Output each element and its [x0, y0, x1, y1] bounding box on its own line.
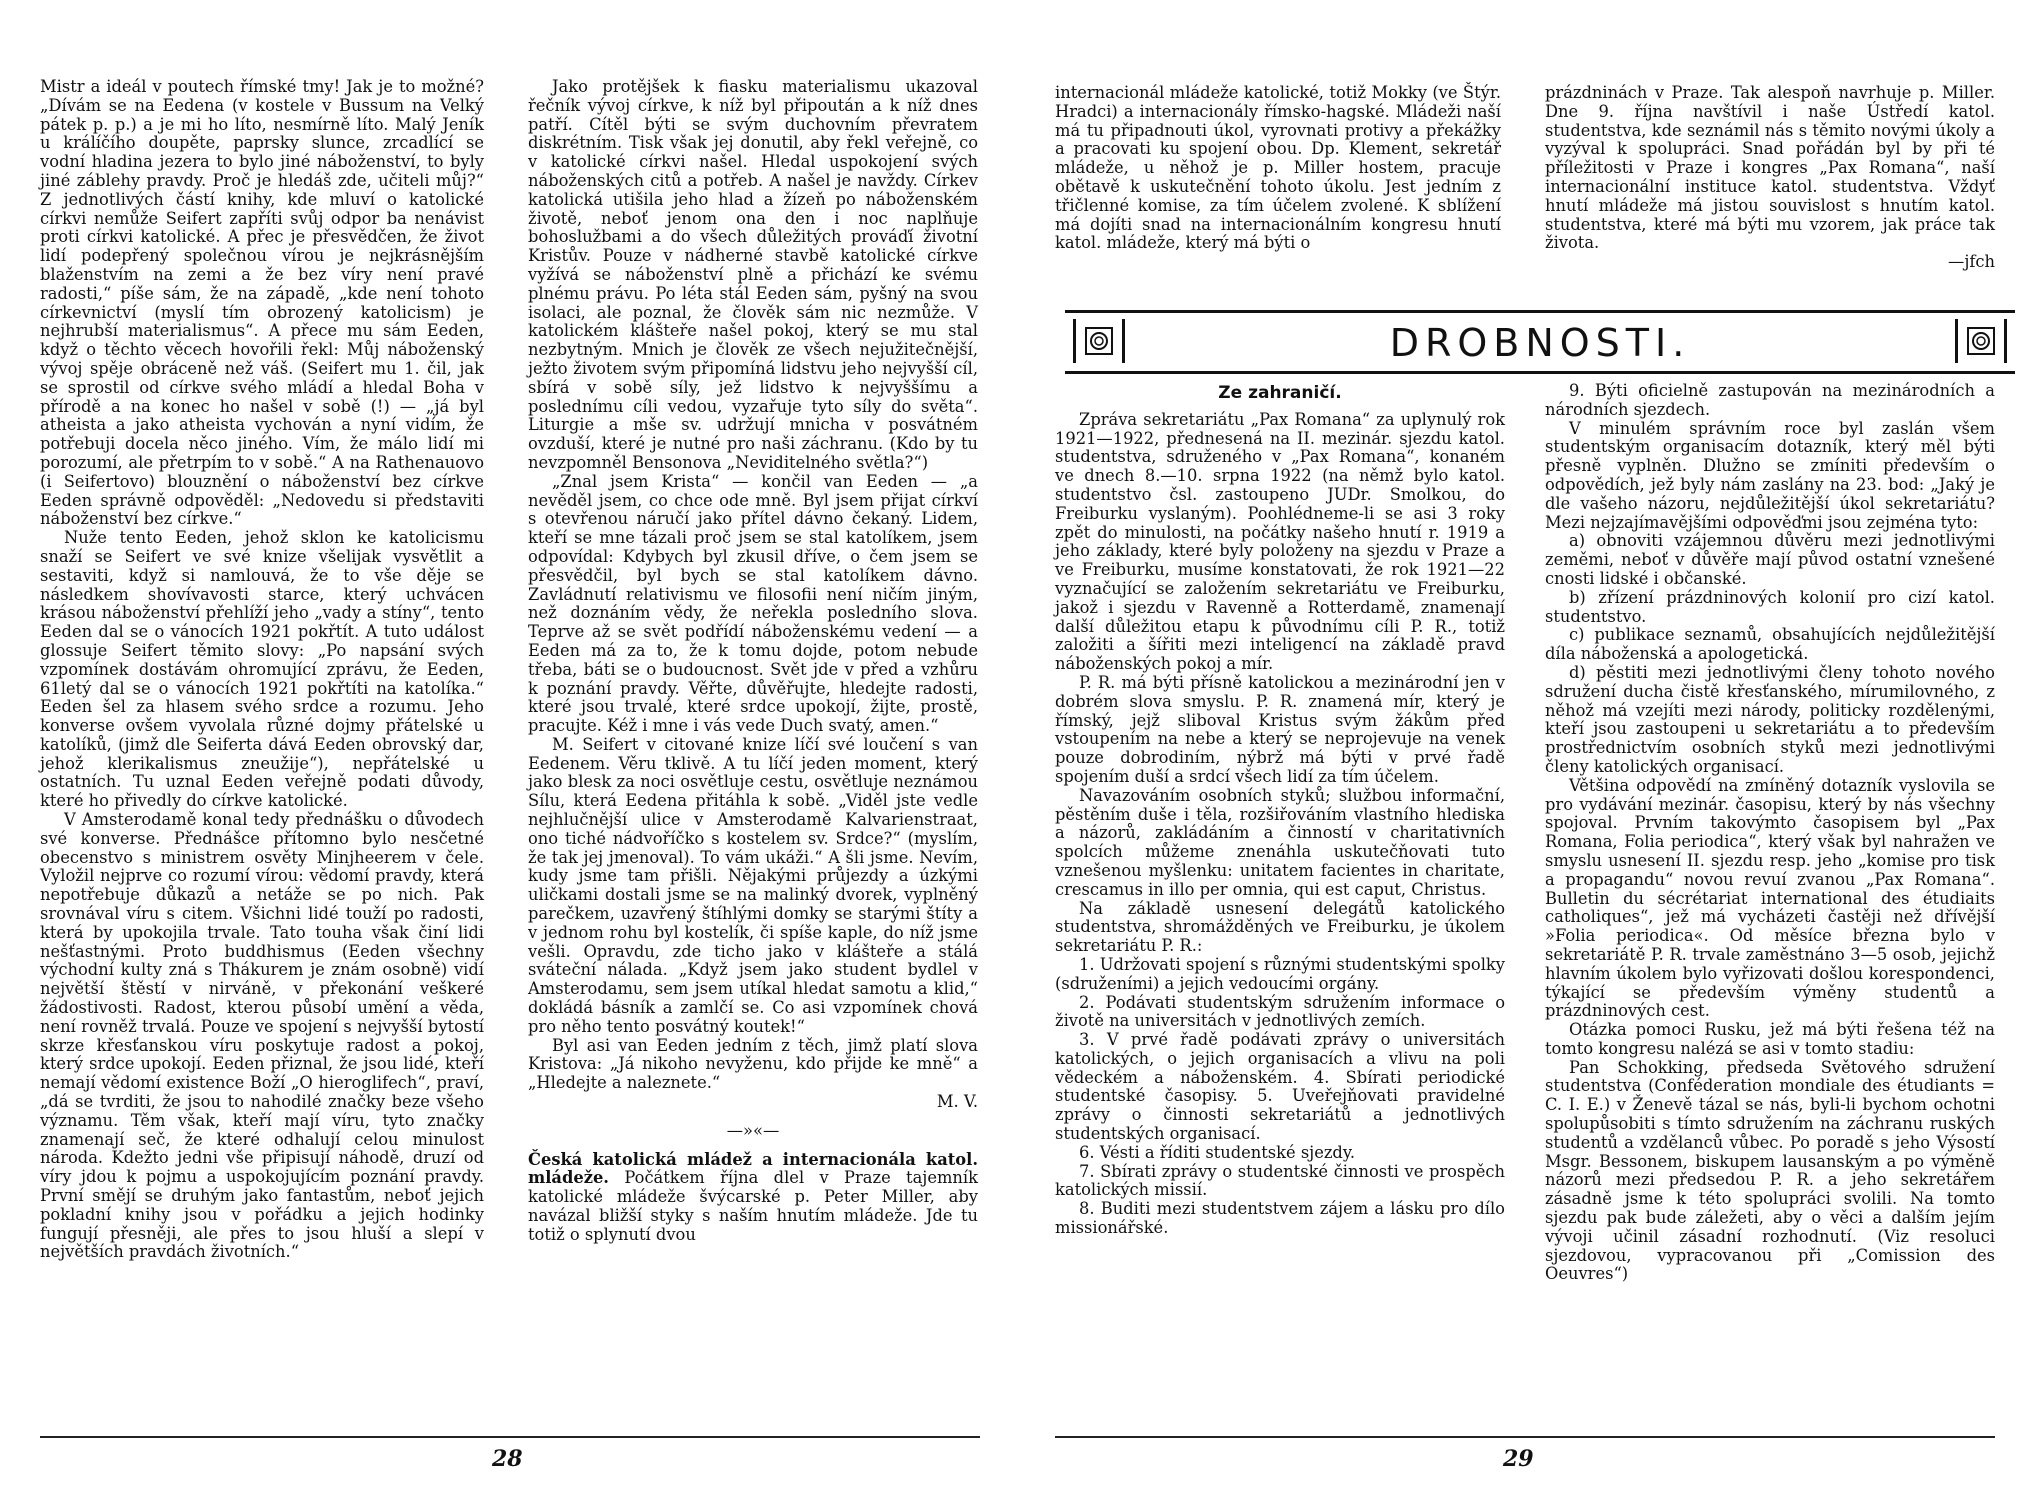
- list-item: c) publikace seznamů, obsahujících nejdůležitější díla náboženská a apologetická.: [1545, 625, 1995, 664]
- page-right: [1055, 0, 2015, 1500]
- paragraph: Většina odpovědí na zmíněný dotazník vyslovila se pro vydávání mezinár. časopisu, který by nás všechny spojoval. Prvním takovýmto časopisem byl „Pax Romana, Folia periodica“, který však byl nahražen ve smyslu usnesení II. sjezdu resp. jeho „komise pro tisk a propagandu“ novou revuí zvanou „Pax Romana“. Bulletin du sécrétariat international des étudiaits catholiques“, jež má vycházeti častěji než dřívější »Folia periodica«. Od měsíce března bylo v sekretariátě P. R. trvale zaměstnáno 3—5 osob, jejichž hlavním úkolem bylo vyřizovati došlou korespondenci, týkající se především výměny studentů a prázdninových cest.: [1545, 775, 1995, 1021]
- author-signature: —jfch: [1948, 252, 1995, 272]
- page-number: 28: [492, 1446, 523, 1472]
- section-title: DROBNOSTI.: [1389, 321, 1691, 365]
- list-item: 3. V prvé řadě podávati zprávy o universitách katolických, o jejich organisacích a vlivu na poli vědeckém a náboženském. 4. Sbírati periodické studentské časopisy. 5. Uveřejňovati pravidelné zprávy o činnosti sekretariátů a jednotlivých studentských organisací.: [1055, 1030, 1505, 1144]
- paragraph: Otázka pomoci Rusku, jež má býti řešena též na tomto kongresu nalézá se asi v tomto stadiu:: [1545, 1020, 1995, 1058]
- paragraph: Na základě usnesení delegátů katolického studentstva, shromážděných ve Freiburku, je úkolem sekretariátu P. R.:: [1055, 898, 1505, 956]
- left-column-2: [528, 78, 978, 1245]
- list-item: 8. Buditi mezi studentstvem zájem a lásku pro dílo missionářské.: [1055, 1199, 1505, 1238]
- list-item: 9. Býti oficielně zastupován na mezinárodních a národních sjezdech.: [1545, 381, 1995, 419]
- author-signature: M. V.: [936, 1092, 978, 1112]
- list-item: b) zřízení prázdninových kolonií pro cizí katol. studentstvo.: [1545, 587, 1995, 626]
- paragraph: internacionál mládeže katolické, totiž Mokky (ve Štýr. Hradci) a internacionály římsko-hagské. Mládeži naší má tu připadnouti úkol, vyrovnati protivy a překážky a pracovati ku spojení obou. Dp. Klement, sekretář mládeže, u něhož je p. Miller hostem, pracuje obětavě k uskutečnění tohoto úkolu. Jest jedním z třičlenné komise, za tím účelem zvolené. K sblížení má dojíti snad na internacionálním kongresu hnutí katol. mládeže, který má býti o: [1055, 83, 1501, 253]
- article-text: Počátkem října dlel v Praze tajemník katolické mládeže švýcarské p. Peter Miller, aby navázal bližší styky s naším hnutím mládeže. Jde tu totiž o splynutí dvou: [528, 1168, 978, 1244]
- page-left: [40, 0, 1000, 1500]
- article-paragraph: [528, 1151, 978, 1245]
- chalice-emblem-icon: [1955, 319, 2007, 363]
- section-banner: [1065, 310, 2015, 374]
- paragraph: V Amsterodamě konal tedy přednášku o důvodech své konverse. Přednášce přítomno bylo nesčetné obecenstvo s ministrem osvěty Minjheerem v čele. Vyložil nejprve co rozumí vírou: vědomí pravdy, která nepotřebuje důkazů a netáže se po nich. Pak srovnával víru s citem. Všichni lidé touží po radosti, která by upokojila trvale. Tato touha však činí lidi nešťastnými. Proto buddhismus (Eeden všechny východní kulty zná s Thákurem je znám osobně) vidí největší štěstí v nirváně, v překonání veškeré žádostivosti. Radost, kterou působí umění a věda, není rovněž trvalá. Pouze ve spojení s nejvyšší bytostí skrze křesťanskou víru poskytuje radost a pokoj, který srdce upokojí. Eeden přiznal, že jsou lidé, kteří nemají vědomí existence Boží „O hieroglifech“, praví, „dá se tvrditi, že jsou to nahodilé značky beze všeho významu. Těm však, kteří mají víru, tyto značky znamenají seč, že které odhalují celou minulost národa. Kdežto jedni vše připisují náhodě, druzí od víry jdou k pojmu a uspokojujícím poznání pravdy. První smějí se druhým jako fantastům, neboť jejich pokladní knihy jsou v pořádku a jejich hodinky fungují přesněji, ale přes to jsou hluší a slepí v největších pravdách životních.“: [40, 810, 484, 1262]
- list-item: a) obnoviti vzájemnou důvěru mezi jednotlivými zeměmi, neboť v důvěře mají původ ostatní vznešené cnosti lidské i občanské.: [1545, 531, 1995, 588]
- list-item: 1. Udržovati spojení s různými studentskými spolky (sdruženími) a jejich vedoucími orgány.: [1055, 954, 1505, 993]
- paragraph: Zpráva sekretariátu „Pax Romana“ za uplynulý rok 1921—1922, přednesená na II. mezinár. sjezdu katol. studentstva, sdruženého v „Pax Romana“, konaném ve dnech 8.—10. srpna 1922 (na němž bylo katol. studentstvo čsl. zastoupeno JUDr. Smolkou, do Freiburku vyslaným). Poohlédneme-li se asi 3 roky zpět do minulosti, na počátky našeho hnutí r. 1919 a jeho základy, které byly položeny na sjezdu v Praze a ve Freiburku, musíme konstatovati, že rok 1921—22 vyznačující se založením sekretariátu ve Freiburku, jakož i sjezdu v Ravenně a Rotterdamě, znamenají další důležitou etapu k původnímu cíli P. R., totiž založiti a šířiti mezi inteligencí na základě pravd náboženských pokoj a mír.: [1055, 409, 1505, 674]
- paragraph: „Znal jsem Krista“ — končil van Eeden — „a nevěděl jsem, co chce ode mně. Byl jsem přijat církví s otevřenou náručí jako přítel dávno čekaný. Lidem, kteří se mne tázali proč jsem se stal katolíkem, jsem odpovídal: Kdybych byl zkusil dříve, o čem jsem se přesvědčil, byl bych se stal katolíkem dávno. Zavládnutí relativismu ve filosofii není ničím jiným, než doznáním vědy, že neřekla posledního slova. Teprve až se svět podřídí náboženskému vedení — a Eeden má za to, že k tomu dojde, potom nebude třeba, báti se o budoucnost. Svět jde v před a vzhůru k poznání pravdy. Věřte, důvěřujte, hledejte radosti, které jsou trvalé, které srdce upokojí, žijte, prostě, pracujte. Kéž i mne i vás vede Duch svatý, amen.“: [528, 471, 978, 736]
- paragraph: M. Seifert v citované knize líčí své loučení s van Eedenem. Věru tklivě. A tu líčí jeden moment, který jako blesk za noci osvětluje cestu, osvětluje neznámou Sílu, která Eedena přitáhla k sobě. „Viděl jste vedle nejhlučnější ulice v Amsterodamě Kalvarienstraat, ono tiché nádvoříčko s kostelem sv. Srdce?“ (myslím, že tak jej jmenoval). To vám ukáži.“ A šli jsme. Nevím, kudy jsme tam přišli. Nějakými průjezdy a úzkými uličkami dostali jsme se na malinký dvorek, vyplněný parečkem, uzavřený štíhlými domky se starými štíty a v jednom rohu byl kostelík, či spíše kaple, do níž jsme vešli. Opravdu, zde ticho jako v klášteře a stálá sváteční nálada. „Když jsem jako student bydlel v Amsterodamu, sem jsem utíkal hledat samotu a klid,“ dokládá básník a zamlčí se. Co asi vzpomínek chová pro něho tento posvátný koutek!“: [528, 734, 978, 1036]
- paragraph: Nuže tento Eeden, jehož sklon ke katolicismu snaží se Seifert ve své knize všelijak vysvětlit a sestaviti, když si namlouvá, že to vše děje se následkem shovívavosti starce, který uchvácen krásou náboženství přehlíží jeho „vady a stíny“, tento Eeden dal se o vánocích 1921 pokřtít. A tuto událost glossuje Seifert těmito slovy: „Po napsání svých vzpomínek dostávám ohromující zprávu, že Eeden, 61letý dal se o vánocích 1921 pokřtíti na katolíka.“ Eeden šel za hlasem svého srdce a rozumu. Jeho konverse ovšem vyvolala různé dojmy přátelské u katolíků, (jimž dle Seiferta dává Eeden obrovský dar, jehož klerikalismus zneužije“), nepřátelské u ostatních. Tu uznal Eeden veřejně podati důvody, které ho přivedly do církve katolické.: [40, 528, 484, 811]
- right-column-1: [1055, 84, 1501, 253]
- footer-rule: [40, 1436, 980, 1438]
- left-column-1: [40, 78, 484, 1262]
- footer-rule: [1055, 1436, 1995, 1438]
- list-item: d) pěstiti mezi jednotlivými členy tohoto nového sdružení ducha čistě křesťanského, mírumilovného, z něhož má vzejíti mezi národy, politicky rozdělenými, kteří jsou zastoupeni u sekretariátu a to především prostřednictvím osobních styků mezi jednotlivými členy katolických organisací.: [1545, 662, 1995, 776]
- right-column-2: [1545, 84, 1995, 272]
- section-separator: —»«—: [726, 1120, 780, 1140]
- subsection-heading: Ze zahraničí.: [1218, 383, 1342, 403]
- paragraph: Jako protějšek k fiasku materialismu ukazoval řečník vývoj církve, k níž byl připoután a k níž dnes patří. Cítěl býti se svým duchovním převratem diskrétním. Tisk však jej donutil, aby řekl veřejně, co v katolické církvi našel. Hledal uspokojení svých náboženských citů a potřeb. A našel je navždy. Církev katolická utišila jeho hlad a žízeň po náboženském životě, neboť jenom ona den i noc naplňuje bohoslužbami a do všech důležitých prováďí životní Kristův. Pouze v nádherné stavbě katolické církve vyžívá se náboženství plně a přichází ke svému plnému právu. Po léta stál Eeden sám, pyšný na svou isolaci, ale poznal, že člověk sám nic nezmůže. V katolickém klášteře našel pokoj, který se mu stal nezbytným. Mnich je člověk ze všech nejužitečnější, ježto životem svým připomíná lidstvu jeho nejvyšší cíl, sbírá v sobě síly, jež lidstvo k nejvyššímu a poslednímu cíli vedou, vyzařuje tyto síly do světa“. Liturgie a mše sv. udržují mnicha v posvátném ovzduší, které je nutné pro naši záchranu. (Kdo by tu nevzpomněl Bensonova „Neviditelného světla?“): [528, 77, 978, 472]
- paragraph: Pan Schokking, předseda Světového sdružení studentstva (Conféderation mondiale des étudiants = C. I. E.) v Ženevě tázal se nás, byli-li bychom ochotni spolupůsobiti s tímto sdružením na záchranu ruských studentů a vzdělanců vůbec. Po poradě s jeho Výsostí Msgr. Bessonem, biskupem lausanským a po výměně názorů mezi předsedou P. R. a jeho sekretářem zásadně jsme k této spolupráci svolili. Na tomto sjezdu pak bude záležeti, aby o věci a dalším jejím vývoji učinil zásadní rozhodnutí. (Viz resoluci sjezdovou, vypracovanou při „Comission des Oeuvres“): [1545, 1057, 1995, 1284]
- paragraph: V minulém správním roce byl zaslán všem studentským organisacím dotazník, který měl býti přesně vyplněn. Dlužno se zmíniti především o odpovědích, jež byly nám zaslány na 23. bod: „Jaký je dle vašeho názoru, nejdůležitější úkol sekretariátu? Mezi nejzajímavějšími odpověďmi jsou zejména tyto:: [1545, 418, 1995, 532]
- paragraph: Byl asi van Eeden jedním z těch, jimž platí slova Kristova: „Já nikoho nevyženu, kdo přijde ke mně“ a „Hledejte a naleznete.“: [528, 1035, 978, 1093]
- list-item: 6. Vésti a říditi studentské sjezdy.: [1079, 1142, 1356, 1162]
- right-column-4: [1545, 382, 1995, 1284]
- page-number: 29: [1503, 1446, 1534, 1472]
- article-title: Česká katolická mládež a internacionála katol. mládeže.: [528, 1149, 978, 1188]
- paragraph: Navazováním osobních styků; službou informační, pěstěním duše i těla, rozšiřováním vlastního hlediska a názorů, zakládáním a činností v charitativních spolcích můžeme znenáhla uskutečňovati tuto vznešenou myšlenku: unitatem facientes in charitate, crescamus in illo per omnia, qui est caput, Christus.: [1055, 785, 1505, 899]
- paragraph: Mistr a ideál v poutech římské tmy! Jak je to možné? „Dívám se na Eedena (v kostele v Bussum na Velký pátek p. p.) a je mi ho líto, nesmírně líto. Malý Jeník u králíčího doupěte, paprsky slunce, zrcadlící se vodní hladina jezera to bylo jiné náboženství, to byly jiné záblehy pravdy. Proč je hledáš zde, učiteli můj?“ Z jednotlivých částí knihy, kde mluví o katolické církvi nemůže Seifert zapříti svůj odpor ba nenávist proti církvi katolické. A přec je přesvědčen, že život lidí podepřený společnou vírou je nejkrásnějším blaženstvím na zemi a že bez víry není pravé radosti,“ píše sám, že na západě, „kde není tohoto církevnictví (myslí tím obrozený katolicism) je nejhrubší materialismus“. A přece mu sám Eeden, když o těchto věcech hovořili řekl: Můj náboženský vývoj spěje obráceně než váš. (Seifert mu 1. čil, jak se sprostil od církve svého mládí a hledal Boha v přírodě a na konec ho našel v sobě (!) — „já byl atheista a jako atheista vychován a nyní vidím, že potřebuji docela něco jiného. Vím, že málo lidí mi porozumí, ale přetrpím to v sobě.“ A na Rathenauovo (i Seifertovo) blouznění o náboženství bez církve Eeden správně odpověděl: „Nedovedu si představiti náboženství bez církve.“: [40, 77, 484, 529]
- list-item: 7. Sbírati zprávy o studentské činnosti ve prospěch katolických missií.: [1055, 1161, 1505, 1200]
- right-column-3: [1055, 382, 1505, 1238]
- list-item: 2. Podávati studentským sdružením informace o životě na universitách v jednotlivých zemích.: [1055, 992, 1505, 1031]
- paragraph: prázdninách v Praze. Tak alespoň navrhuje p. Miller. Dne 9. října navštívil i naše Ústředí katol. studentstva, kde seznámil nás s těmito novými úkoly a vyzýval k spolupráci. Snad pořádán byl by při té příležitosti v Praze i kongres „Pax Romana“, naší internacionální instituce katol. studentstva. Vždyť hnutí mládeže má jistou souvislost s hnutím katol. studentstva, které má býti mu vzorem, jak práce tak života.: [1545, 83, 1995, 253]
- paragraph: P. R. má býti přísně katolickou a mezinárodní jen v dobrém slova smyslu. P. R. znamená mír, který je římský, jejž sliboval Kristus svým žákům před vstoupením na nebe a který se neprojevuje na venek pouze dobrodiním, nýbrž má býti v prvé řadě spojením duší a srdcí všech lidí za tím účelem.: [1055, 672, 1505, 786]
